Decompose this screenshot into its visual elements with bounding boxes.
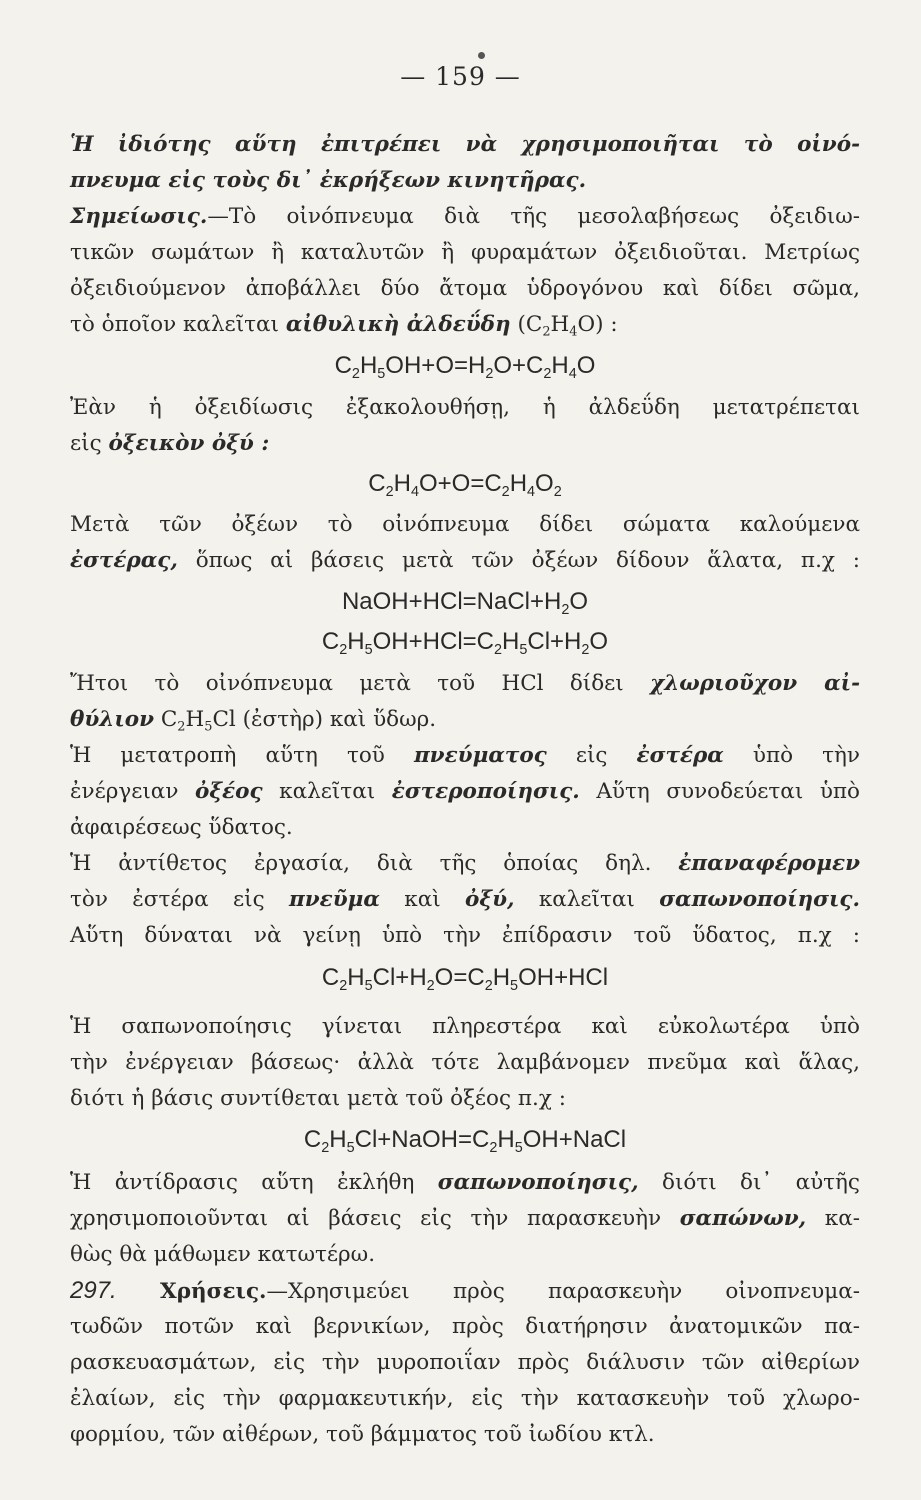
- text-line: πνευμα εἰς τοὺς δι᾽ ἐκρήξεων κινητῆρας.: [70, 168, 587, 193]
- chemical-equation: $C_2H_4O+O=C_2H_4O_2$: [368, 470, 562, 501]
- text-line: θὼς θὰ μάθωμεν κατωτέρω.: [70, 1242, 376, 1267]
- text-line: Ἤτοι τὸ οἰνόπνευμα μετὰ τοῦ HCl δίδει χλωριοῦχον αἰ-: [70, 671, 861, 696]
- text-run: H: [550, 312, 570, 337]
- text-run: τὸ ὁποῖον καλεῖται: [70, 312, 286, 337]
- text-run: O) :: [577, 312, 618, 337]
- note-heading: Σημείωσις.: [70, 204, 208, 229]
- ink-speck: [478, 52, 485, 59]
- text-line: Ἡ ἰδιότης αὕτη ἐπιτρέπει νὰ χρησιμοποιῆται τὸ οἰνό-: [70, 132, 860, 157]
- text-line: τωδῶν ποτῶν καὶ βερνικίων, πρὸς διατήρησιν ἀνατομικῶν πα-: [70, 1314, 860, 1339]
- text-line: Ἡ ἀντίθετος ἐργασία, διὰ τῆς ὁποίας δηλ. ἐπαναφέρομεν: [70, 851, 860, 876]
- text-line: Μετὰ τῶν ὀξέων τὸ οἰνόπνευμα δίδει σώματα καλούμενα: [70, 512, 860, 537]
- text-line: διότι ἡ βάσις συντίθεται μετὰ τοῦ ὀξέος π.χ :: [70, 1086, 566, 1111]
- subscript: 2: [542, 324, 551, 340]
- text-line: Αὕτη δύναται νὰ γείνῃ ὑπὸ τὴν ἐπίδρασιν τοῦ ὕδατος, π.χ :: [70, 923, 860, 948]
- chemical-equation: $C_2H_5Cl+H_2O=C_2H_5OH+HCl$: [321, 964, 609, 995]
- text-line: ρασκευασμάτων, εἰς τὴν μυροποιΐαν πρὸς διάλυσιν τῶν αἰθερίων: [70, 1350, 860, 1375]
- text-line: χρησιμοποιοῦνται αἱ βάσεις εἰς τὴν παρασκευὴν σαπώνων, κα-: [70, 1206, 860, 1231]
- text-line: [70, 199, 860, 235]
- text-line: ἐνέργειαν ὀξέος καλεῖται ἐστεροποίησις. Αὕτη συνοδεύεται ὑπὸ: [70, 779, 860, 804]
- text-line: Ἡ ἀντίδρασις αὕτη ἐκλήθη σαπωνοποίησις, διότι δι᾽ αὐτῆς: [70, 1170, 860, 1195]
- section-number: 297.: [70, 1277, 117, 1304]
- chemical-equation: $NaOH+HCl=NaCl+H_2O$: [341, 588, 589, 619]
- text-line: τὸν ἐστέρα εἰς πνεῦμα καὶ ὀξύ, καλεῖται σαπωνοποίησις.: [70, 887, 860, 912]
- text-line: 297. Χρήσεις.—Χρησιμεύει πρὸς παρασκευὴν οἰνοπνευμα-: [70, 1277, 860, 1304]
- text-line: [70, 307, 860, 343]
- chemical-equation: $C_2H_5Cl+NaOH=C_2H_5OH+NaCl$: [303, 1126, 627, 1157]
- text-line: τικῶν σωμάτων ἢ καταλυτῶν ἢ φυραμάτων ὀξειδιοῦται. Μετρίως: [70, 240, 860, 265]
- text-line: ἀφαιρέσεως ὕδατος.: [70, 815, 293, 840]
- text-line: τὴν ἐνέργειαν βάσεως· ἀλλὰ τότε λαμβάνομεν πνεῦμα καὶ ἅλας,: [70, 1050, 860, 1075]
- text-line: φορμίου, τῶν αἰθέρων, τοῦ βάμματος τοῦ ἰωδίου κτλ.: [70, 1422, 655, 1447]
- text-line: ὀξειδιούμενον ἀποβάλλει δύο ἄτομα ὑδρογόνου καὶ δίδει σῶμα,: [70, 276, 860, 301]
- subscript: 4: [569, 324, 578, 340]
- text-line: Ἡ μετατροπὴ αὕτη τοῦ πνεύματος εἰς ἐστέρα ὑπὸ τὴν: [70, 743, 860, 768]
- text-run: (C: [510, 312, 543, 337]
- text-line: ἐστέρας, ὅπως αἱ βάσεις μετὰ τῶν ὀξέων δίδουν ἅλατα, π.χ :: [70, 548, 860, 573]
- page-number: — 159 —: [400, 62, 521, 91]
- chemical-equation: $C_2H_5OH+HCl=C_2H_5Cl+H_2O$: [321, 628, 609, 659]
- emphasized-term: χλωριοῦχον αἰ-: [650, 671, 861, 696]
- text-line: Ἡ σαπωνοποίησις γίνεται πληρεστέρα καὶ εὐκολωτέρα ὑπὸ: [70, 1014, 860, 1039]
- text-run: —Τὸ οἰνόπνευμα διὰ τῆς μεσολαβήσεως ὀξειδιω-: [207, 204, 860, 229]
- text-line: ἐλαίων, εἰς τὴν φαρμακευτικήν, εἰς τὴν κατασκευὴν τοῦ χλωρο-: [70, 1386, 860, 1411]
- text-line: Ἐὰν ἡ ὀξειδίωσις ἐξακολουθήσῃ, ἡ ἀλδεΰδη μετατρέπεται: [70, 395, 860, 420]
- section-heading: Χρήσεις.: [160, 1279, 267, 1304]
- emphasized-term: ὀξεικὸν ὀξύ :: [108, 431, 270, 456]
- emphasized-term: ἐστέρας,: [70, 548, 178, 573]
- emphasized-term: αἰθυλικὴ ἀλδεΰδη: [285, 312, 511, 337]
- emphasized-term: θύλιον: [70, 707, 154, 732]
- text-line: εἰς ὀξεικὸν ὀξύ :: [70, 431, 270, 456]
- text-line: θύλιον $C_2H_5Cl$ (ἐστὴρ) καὶ ὕδωρ.: [70, 707, 437, 735]
- chemical-equation: $C_2H_5OH+O=H_2O+C_2H_4O$: [334, 352, 596, 383]
